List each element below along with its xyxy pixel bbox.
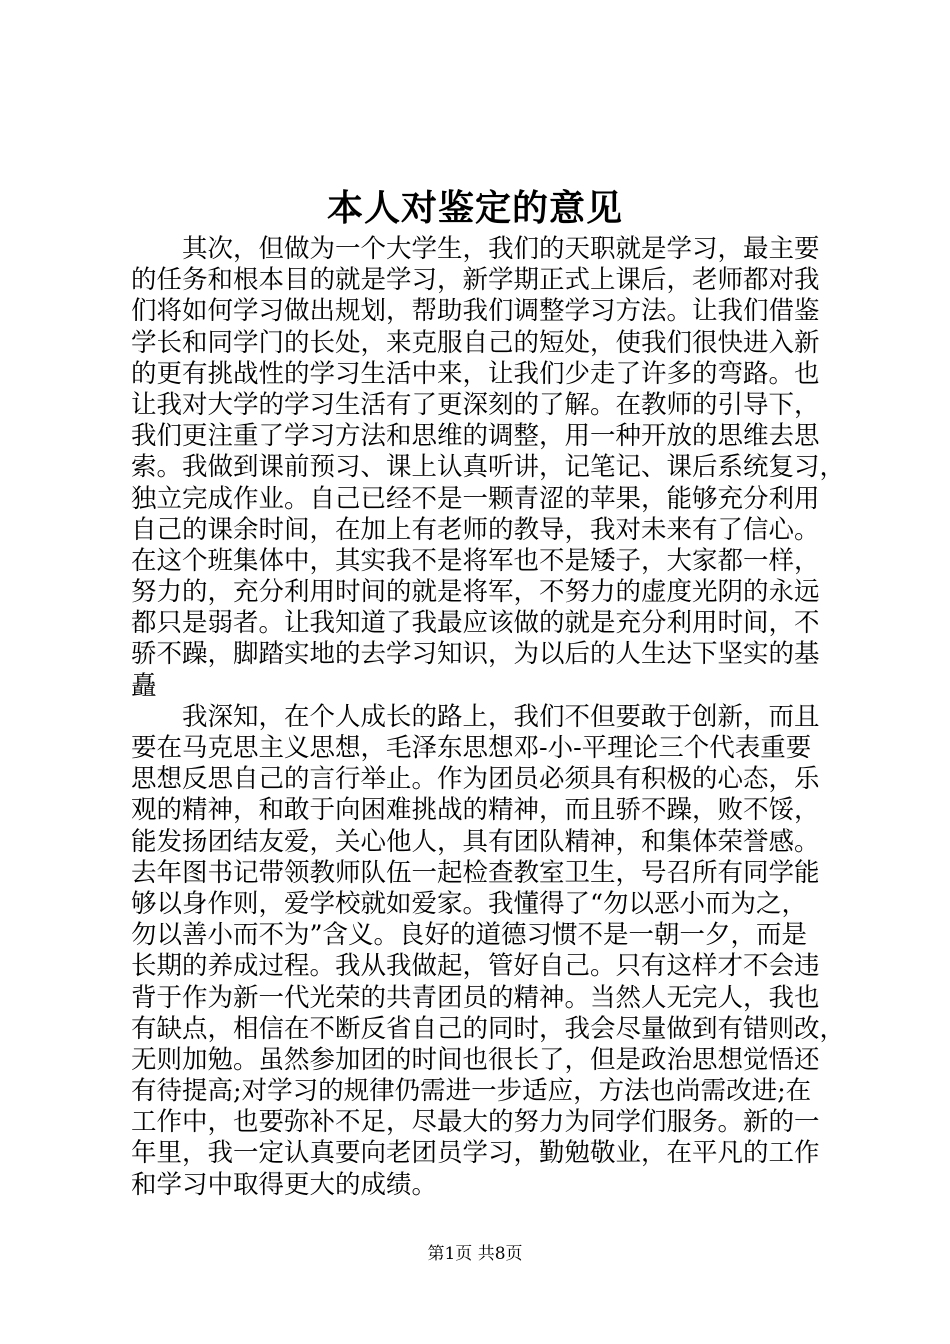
paragraph-line: 独立完成作业。自己已经不是一颗青涩的苹果，能够充分利用 [131, 483, 820, 514]
paragraph-line: 有缺点，相信在不断反省自己的同时，我会尽量做到有错则改， [131, 1013, 846, 1044]
paragraph-line: 其次，但做为一个大学生，我们的天职就是学习，最主要 [182, 234, 820, 264]
paragraph-line: 都只是弱者。让我知道了我最应该做的就是充分利用时间，不 [131, 608, 820, 639]
paragraph-line: 能发扬团结友爱，关心他人，具有团队精神，和集体荣誉感。 [131, 826, 820, 857]
paragraph-line: 去年图书记带领教师队伍一起检查教室卫生，号召所有同学能 [131, 857, 820, 888]
paragraph-line: 观的精神，和敢于向困难挑战的精神，而且骄不躁，败不馁， [131, 795, 820, 826]
paragraph-line: 自己的课余时间，在加上有老师的教导，我对未来有了信心。 [131, 514, 820, 545]
paragraph-line: 背于作为新一代光荣的共青团员的精神。当然人无完人，我也 [131, 982, 820, 1013]
document-body [131, 234, 846, 1201]
paragraph-line: 年里，我一定认真要向老团员学习，勤勉敬业，在平凡的工作 [131, 1138, 820, 1169]
paragraph-line: 我们更注重了学习方法和思维的调整，用一种开放的思维去思 [131, 421, 820, 452]
document-title: 本人对鉴定的意见 [326, 187, 623, 229]
paragraph-line: 无则加勉。虽然参加团的时间也很长了，但是政治思想觉悟还 [131, 1044, 820, 1075]
paragraph-line: 矗 [131, 670, 157, 701]
paragraph-line: 让我对大学的学习生活有了更深刻的了解。在教师的引导下， [131, 389, 820, 420]
paragraph-line: 学长和同学门的长处，来克服自己的短处，使我们很快进入新 [131, 327, 820, 358]
paragraph-line: 思想反思自己的言行举止。作为团员必须具有积极的心态，乐 [131, 764, 820, 795]
paragraph-line: 的任务和根本目的就是学习，新学期正式上课后，老师都对我 [131, 265, 820, 296]
paragraph-line: 要在马克思主义思想，毛泽东思想邓-小-平理论三个代表重要 [131, 733, 812, 763]
paragraph-line: 够以身作则，爱学校就如爱家。我懂得了“勿以恶小而为之， [131, 888, 808, 919]
paragraph-line: 有待提高;对学习的规律仍需进一步适应，方法也尚需改进;在 [131, 1076, 812, 1107]
paragraph-1 [131, 234, 846, 702]
paragraph-line: 工作中，也要弥补不足，尽最大的努力为同学们服务。新的一 [131, 1107, 820, 1138]
paragraph-2 [131, 701, 846, 1201]
paragraph-line: 的更有挑战性的学习生活中来，让我们少走了许多的弯路。也 [131, 358, 820, 389]
paragraph-line: 和学习中取得更大的成绩。 [131, 1169, 438, 1200]
paragraph-line: 努力的，充分利用时间的就是将军，不努力的虚度光阴的永远 [131, 577, 820, 608]
paragraph-line: 骄不躁，脚踏实地的去学习知识，为以后的人生达下坚实的基 [131, 639, 820, 670]
page-footer: 第1页 共8页 [427, 1244, 523, 1264]
paragraph-line: 勿以善小而不为”含义。良好的道德习惯不是一朝一夕，而是 [131, 920, 808, 951]
paragraph-line: 我深知，在个人成长的路上，我们不但要敢于创新，而且 [182, 701, 820, 732]
paragraph-line: 们将如何学习做出规划，帮助我们调整学习方法。让我们借鉴 [131, 296, 820, 327]
paragraph-line: 在这个班集体中，其实我不是将军也不是矮子，大家都一样， [131, 545, 820, 576]
paragraph-line: 长期的养成过程。我从我做起，管好自己。只有这样才不会违 [131, 951, 820, 982]
paragraph-line: 索。我做到课前预习、课上认真听讲，记笔记、课后系统复习， [131, 452, 846, 483]
